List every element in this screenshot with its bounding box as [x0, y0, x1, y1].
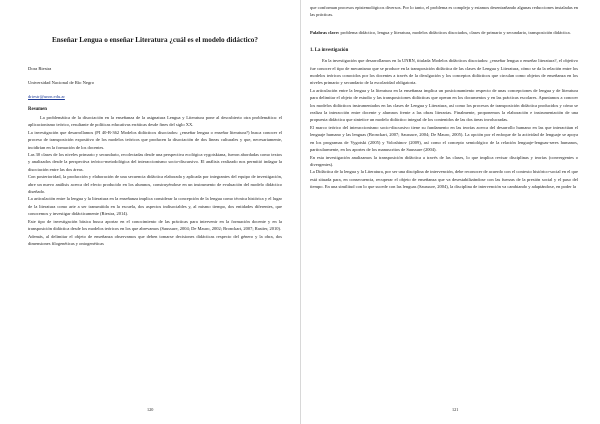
section-heading: 1. La investigación [310, 48, 349, 54]
keywords [310, 29, 578, 36]
right-page-number: 121 [452, 407, 459, 412]
body-paragraph: En la investigación que desarrollamos en la UNRN, titulada Modelos didácticos disociados: ¿enseñar lengua o enseñar literatura?, el objetivo fue conocer el tipo de mecanismo que se produce en la transposición didáctica de las clases de Lengua y Literatura, cómo se da la relación entre los modelos teóricos conocidos por los docentes a través de la divulgación y los conceptos didácticos que circulan como objetos de enseñanza en los niveles primario y secundario de la escolaridad obligatoria. [310, 58, 578, 86]
body-paragraph: La Didáctica de la lengua y la Literatura, por ser una disciplina de intervención, debe reconocer de acuerdo con el contexto histórico-social en el que está situada para, en consecuencia, recuperar el objeto de enseñanza que va desestabilizándose con las fuerzas de la presión social y el paso del tiempo. En una similitud con lo que sucede con las lenguas (Saussure, 2004), la disciplina de intervención va cambiando y adaptándose, en poder la [310, 169, 578, 190]
body-paragraph: Además, al delimitar el objeto de enseñanza observamos que deben tomarse decisiones didácticas respecto del género y la obra, dos dimensiones filogenéticas y ontogenéticas [28, 233, 282, 246]
keywords-list: problema didáctico, lengua y literatura, modelos didácticos disociados, clases de primario y secundario, transposición didáctica. [340, 29, 571, 35]
body-paragraph: Este tipo de investigación básica busca aportar en el conocimiento de las prácticas para intervenir en la formación docente y en la transposición didáctica desde los modelos teóricos en los que abrevamos (Saussure, 2004; De Mauro, 2002; Bronckart, 2007; Rastier, 2010). [28, 218, 282, 232]
body-paragraph: Las 30 clases de los niveles primario y secundario, recolectadas desde una perspectiva ecológica vygotskiana, fueron abordadas como textos y analizados desde la perspectiva teórico-metodológica del interaccionismo socio-discursivo. El análisis realizado nos permitió indagar la disociación entre las dos áreas. [28, 152, 282, 172]
author-name: Dora Riestra [28, 66, 52, 71]
body-paragraph: Con posterioridad, la producción y elaboración de una secuencia didáctica elaborada y aplicada por integrantes del equipo de investigación, abre un nuevo análisis acerca del efecto producido en los alumnos, construyéndose en un instrumento de evaluación del modelo didáctico diseñado. [28, 174, 282, 195]
continuation-paragraph: que conforman procesos epistemológicos diversos. Por lo tanto, el problema es complejo y estamos desentrañando algunas reducciones instaladas en las prácticas. [310, 5, 578, 18]
body-paragraph: La articulación entre la lengua y la literatura en la enseñanza implica considerar la concepción de la lengua como técnica histórica y el lugar de la literatura como arte a ser transmitida en la escuela, dos aspectos indisociables y, al mismo tiempo, dos entidades diferentes, que conocemos y investigar didácticamente (Riestra, 2014). [28, 196, 282, 217]
body-paragraph: El marco teórico del interaccionismo socio-discursivo tiene su fundamento en las teorías acerca del desarrollo humano en las que interactúan el lenguaje humano y las lenguas (Bronckart, 2007; Saussure, 2004; De Mauro, 2005). La opción por el enfoque de la actividad de lenguaje se apoya en los programas de Vygotski (2005) y Voloshinov (2009), así como el concepto semiológico de la relación lenguaje-lenguas-seres humanos, particularmente, en los aportes de los manuscritos de Saussure (2004). [310, 124, 578, 153]
right-page [300, 0, 600, 424]
body-paragraph: En esta investigación analizamos la transposición didáctica a través de las clases, lo que implica revisar disciplinas y teorías (convergentes o divergentes). [310, 154, 578, 167]
author-email-link[interactable]: driestr@unrn.edu.ar [28, 94, 65, 99]
abstract-heading: Resumen [28, 107, 47, 112]
abstract-paragraph: La problemática de la disociación en la enseñanza de la asignatura Lengua y Literatura pone al descubierto otra problemática: el aplicacionismo teórico, resultante de políticas educativas erráticas desde fines del siglo XX. [28, 115, 282, 128]
left-page-number: 120 [147, 407, 154, 412]
author-affiliation: Universidad Nacional de Río Negro [28, 80, 95, 85]
body-paragraph: La articulación entre la lengua y la literatura en la enseñanza implica un posicionamiento respecto de unas concepciones de lengua y de literatura para delimitar el objeto de estudio y las transposiciones didácticas que operan en los documentos y en las prácticas escolares. Apuntamos a conocer los modelos didácticos instrumentados en las clases de Lengua y Literatura, así como los procesos de transposición didáctica producidos y cómo se realiza la interacción entre docente y alumnos frente a las obras literarias. Finalmente, proponemos la elaboración e instrumentación de una propuesta didáctica que sintetice un modelo didáctico integral de los contenidos de las dos áreas involucradas. [310, 87, 578, 123]
keywords-label: Palabras clave: [310, 29, 340, 35]
body-paragraph: La investigación que desarrollamos (PI 40-B-362 Modelos didácticos disociados: ¿enseñar lengua o enseñar literatura?) busca conocer el proceso de transposición expositivo de los modelos teóricos que producen la disociación de dos líneas culturales y que, necesariamente, incidirían en la formación de los docentes. [28, 129, 282, 150]
paper-title: Enseñar Lengua o enseñar Literatura ¿cuál es el modelo didáctico? [52, 36, 258, 44]
